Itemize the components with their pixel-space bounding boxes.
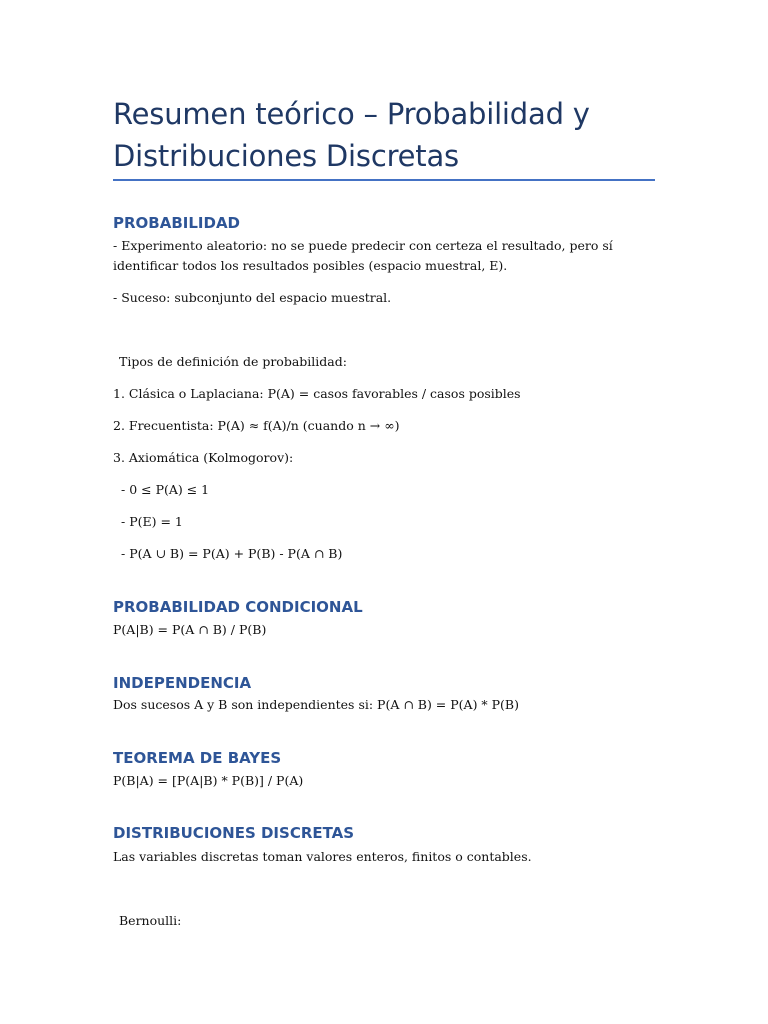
tipos-label: Tipos de definición de probabilidad: — [119, 354, 347, 369]
text-independencia: Dos sucesos A y B son independientes si: P(A ∩ B) = P(A) * P(B) — [113, 697, 519, 712]
paragraph-suceso: - Suceso: subconjunto del espacio muestral. — [113, 290, 392, 305]
heading-discretas: DISTRIBUCIONES DISCRETAS — [113, 824, 355, 842]
tipo-axiomatica: 3. Axiomática (Kolmogorov): — [113, 450, 294, 465]
axioma-3: - P(A ∪ B) = P(A) + P(B) - P(A ∩ B) — [121, 546, 343, 561]
paragraph-experimento: - Experimento aleatorio: no se puede predecir con certeza el resultado, pero sí identificar todos los resultados posibles (espacio muestral, E). — [113, 238, 613, 273]
formula-condicional: P(A|B) = P(A ∩ B) / P(B) — [113, 622, 267, 637]
heading-bayes: TEOREMA DE BAYES — [113, 749, 282, 767]
heading-probabilidad: PROBABILIDAD — [113, 214, 241, 232]
bernoulli-label: Bernoulli: — [119, 913, 182, 928]
formula-bayes: P(B|A) = [P(A|B) * P(B)] / P(A) — [113, 773, 304, 788]
tipo-frecuentista: 2. Frecuentista: P(A) ≈ f(A)/n (cuando n → ∞) — [113, 418, 400, 433]
axioma-1: - 0 ≤ P(A) ≤ 1 — [121, 482, 210, 497]
title-underline — [113, 179, 655, 181]
document-title: Resumen teórico – Probabilidad y Distribuciones Discretas — [113, 97, 590, 173]
heading-independencia: INDEPENDENCIA — [113, 674, 252, 692]
text-discretas: Las variables discretas toman valores enteros, finitos o contables. — [113, 849, 532, 864]
axioma-2: - P(E) = 1 — [121, 514, 183, 529]
heading-condicional: PROBABILIDAD CONDICIONAL — [113, 598, 363, 616]
tipo-clasica: 1. Clásica o Laplaciana: P(A) = casos favorables / casos posibles — [113, 386, 521, 401]
